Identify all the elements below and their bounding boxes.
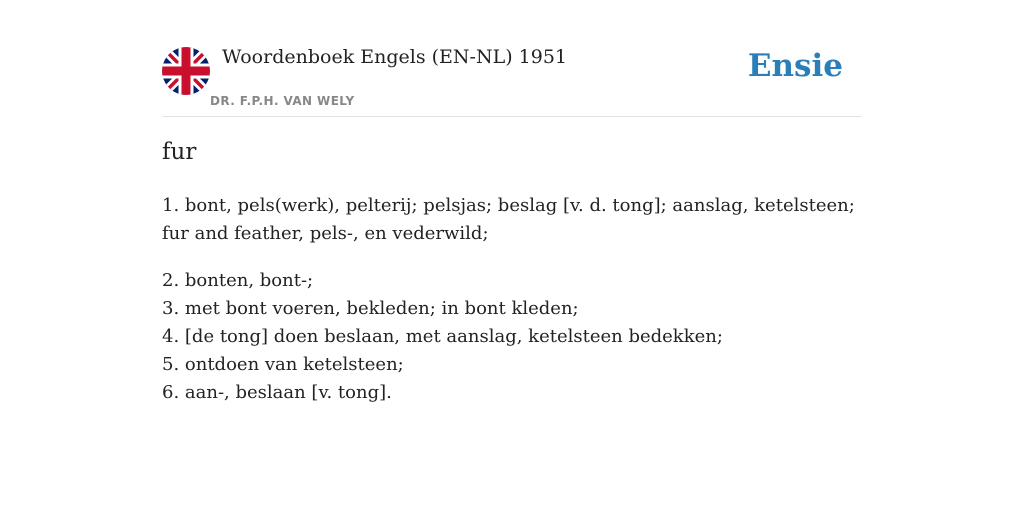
ensie-logo[interactable]: Ensie	[747, 48, 843, 84]
dictionary-author: DR. F.P.H. VAN WELY	[210, 94, 355, 108]
dictionary-title: Woordenboek Engels (EN-NL) 1951	[222, 46, 567, 68]
dictionary-header	[162, 0, 862, 117]
definition-item: 1. bont, pels(werk), pelterij; pelsjas; beslag [v. d. tong]; aanslag, ketelsteen; fur and feather, pels-, en vederwild;	[162, 195, 855, 244]
definition-item: 4. [de tong] doen beslaan, met aanslag, ketelsteen bedekken;	[162, 326, 723, 347]
entry-headword: fur	[162, 139, 197, 165]
definition-item: 3. met bont voeren, bekleden; in bont kleden;	[162, 298, 579, 319]
dictionary-page	[162, 0, 862, 403]
definition-item: 5. ontdoen van ketelsteen;	[162, 354, 404, 375]
definition-item: 2. bonten, bont-;	[162, 270, 314, 291]
definition-item: 6. aan-, beslaan [v. tong].	[162, 382, 392, 403]
uk-flag-icon	[162, 47, 210, 95]
definition-list	[162, 192, 862, 407]
